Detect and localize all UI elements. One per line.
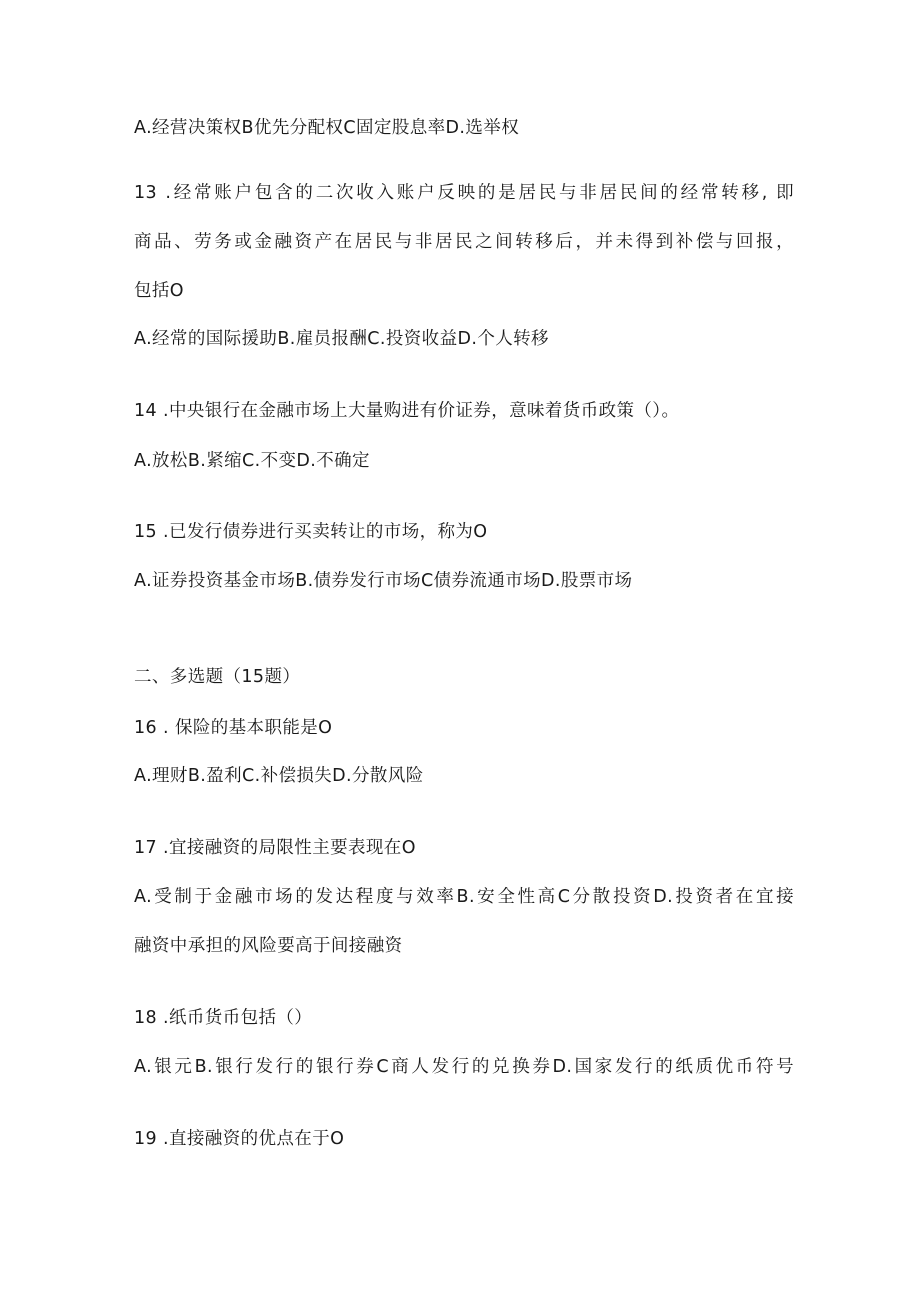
q17-text: 17 .宜接融资的局限性主要表现在O	[134, 838, 416, 858]
q13-text-line-3: 包括O	[134, 281, 184, 301]
q13-text-line-2: 商品、劳务或金融资产在居民与非居民之间转移后，并未得到补偿与回报，	[134, 232, 794, 252]
q15-options: A.证券投资基金市场B.债券发行市场C债券流通市场D.股票市场	[134, 571, 633, 591]
q12-options: A.经营决策权B优先分配权C固定股息率D.选举权	[134, 118, 520, 138]
q16-text: 16 . 保险的基本职能是O	[134, 718, 333, 738]
section-heading-multiple-choice: 二、多选题（15题）	[134, 667, 301, 687]
q14-options: A.放松B.紧缩C.不变D.不确定	[134, 451, 370, 471]
q19-text: 19 .直接融资的优点在于O	[134, 1129, 345, 1149]
q15-text: 15 .已发行债券进行买卖转让的市场，称为O	[134, 522, 488, 542]
q13-options: A.经常的国际援助B.雇员报酬C.投资收益D.个人转移	[134, 329, 549, 349]
q16-options: A.理财B.盈利C.补偿损失D.分散风险	[134, 766, 424, 786]
q13-text-line-1: 13 .经常账户包含的二次收入账户反映的是居民与非居民间的经常转移, 即	[134, 183, 794, 203]
q18-text: 18 .纸币货币包括（）	[134, 1008, 313, 1028]
q18-options: A.银元B.银行发行的银行券C商人发行的兑换券D.国家发行的纸质优币符号	[134, 1057, 794, 1077]
q17-options-line-1: A.受制于金融市场的发达程度与效率B.安全性高C分散投资D.投资者在宜接	[134, 887, 794, 907]
q14-text: 14 .中央银行在金融市场上大量购进有价证券，意味着货币政策（）。	[134, 401, 680, 421]
q17-options-line-2: 融资中承担的风险要高于间接融资	[134, 936, 403, 956]
